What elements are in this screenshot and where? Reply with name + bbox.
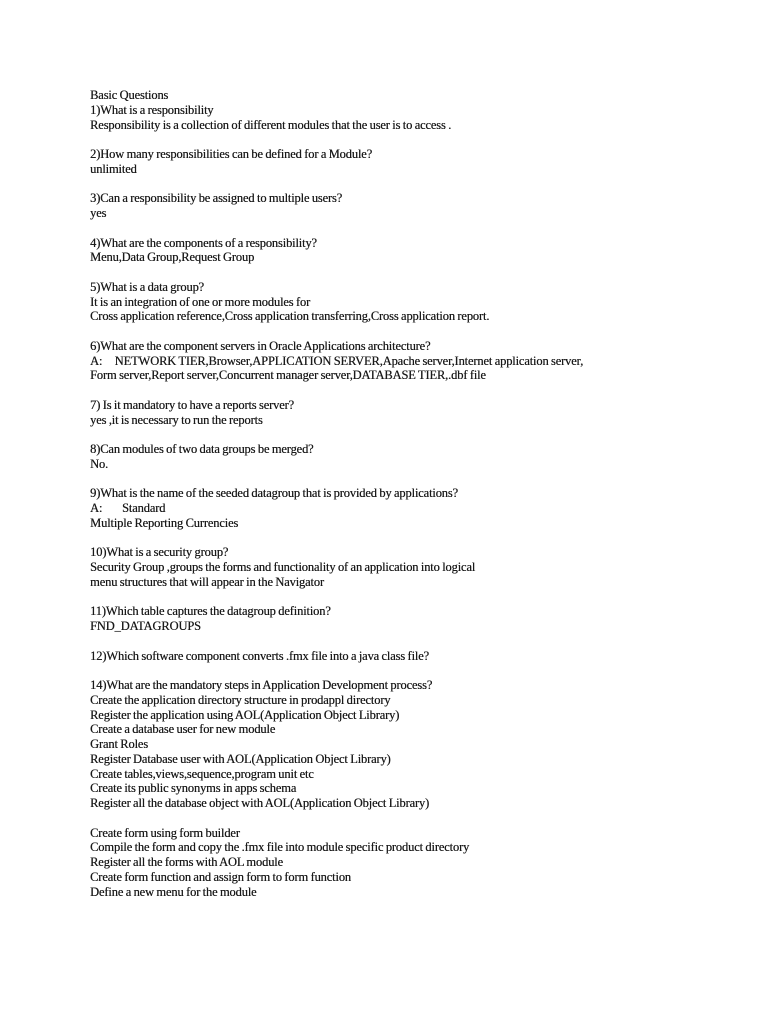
text-line: Create form function and assign form to form function (90, 869, 351, 884)
text-line: A: Standard (90, 501, 166, 515)
text-line: Register all the forms with AOL module (90, 855, 283, 869)
text-line: Multiple Reporting Currencies (90, 515, 239, 530)
text-line (90, 531, 730, 546)
text-line: FND_DATAGROUPS (90, 619, 201, 633)
text-line: Form server,Report server,Concurrent manager server,DATABASE TIER,.dbf file (90, 368, 486, 383)
text-line: Create form using form builder (90, 825, 240, 840)
text-line: Create a database user for new module (90, 722, 276, 737)
text-line (90, 811, 730, 826)
text-line (90, 177, 730, 192)
text-line: 2)How many responsibilities can be defined for a Module? (90, 147, 372, 161)
text-line: Register Database user with AOL(Application Object Library) (90, 751, 391, 766)
text-line: Create the application directory structure in prodappl directory (90, 692, 391, 707)
text-line (90, 265, 730, 280)
text-line: Create tables,views,sequence,program unit etc (90, 766, 314, 781)
text-line (90, 663, 730, 678)
text-line (90, 590, 730, 605)
text-line: menu structures that will appear in the Navigator (90, 574, 324, 589)
text-line (90, 383, 730, 398)
text-line: Register all the database object with AOL(Application Object Library) (90, 796, 430, 810)
text-line (90, 324, 730, 339)
text-line: 3)Can a responsibility be assigned to multiple users? (90, 191, 343, 206)
document-content (90, 88, 730, 899)
text-line: Register the application using AOL(Application Object Library) (90, 707, 400, 722)
text-line: 7) Is it mandatory to have a reports server? (90, 397, 294, 412)
text-line: 12)Which software component converts .fmx file into a java class file? (90, 648, 429, 663)
text-line: Cross application reference,Cross application transferring,Cross application report. (90, 309, 490, 324)
text-line (90, 427, 730, 442)
text-line: No. (90, 456, 108, 471)
text-line: yes ,it is necessary to run the reports (90, 412, 263, 427)
text-line: 1)What is a responsibility (90, 102, 214, 117)
text-line: Menu,Data Group,Request Group (90, 250, 255, 265)
text-line: 4)What are the components of a responsibility? (90, 235, 317, 250)
text-line: Responsibility is a collection of different modules that the user is to access . (90, 117, 452, 132)
text-line: yes (90, 206, 107, 220)
text-line: 5)What is a data group? (90, 279, 204, 294)
text-line: Define a new menu for the module (90, 884, 257, 899)
text-line: It is an integration of one or more modules for (90, 294, 310, 309)
text-line (90, 132, 730, 147)
text-line: 10)What is a security group? (90, 545, 229, 560)
text-line: unlimited (90, 161, 137, 176)
text-line: A: NETWORK TIER,Browser,APPLICATION SERVER,Apache server,Internet application server, (90, 353, 584, 368)
text-line: Security Group ,groups the forms and functionality of an application into logical (90, 560, 476, 574)
text-line: 9)What is the name of the seeded datagroup that is provided by applications? (90, 486, 458, 501)
text-line (90, 472, 730, 487)
text-line (90, 221, 730, 236)
text-line: Compile the form and copy the .fmx file into module specific product directory (90, 840, 470, 855)
text-line: 11)Which table captures the datagroup definition? (90, 604, 331, 619)
text-line (90, 634, 730, 649)
text-line: Grant Roles (90, 737, 148, 751)
text-line: Create its public synonyms in apps schema (90, 781, 297, 796)
text-line: 14)What are the mandatory steps in Application Development process? (90, 678, 433, 692)
text-line: 6)What are the component servers in Oracle Applications architecture? (90, 338, 431, 353)
text-line: Basic Questions (90, 88, 169, 102)
text-line: 8)Can modules of two data groups be merged? (90, 442, 314, 456)
